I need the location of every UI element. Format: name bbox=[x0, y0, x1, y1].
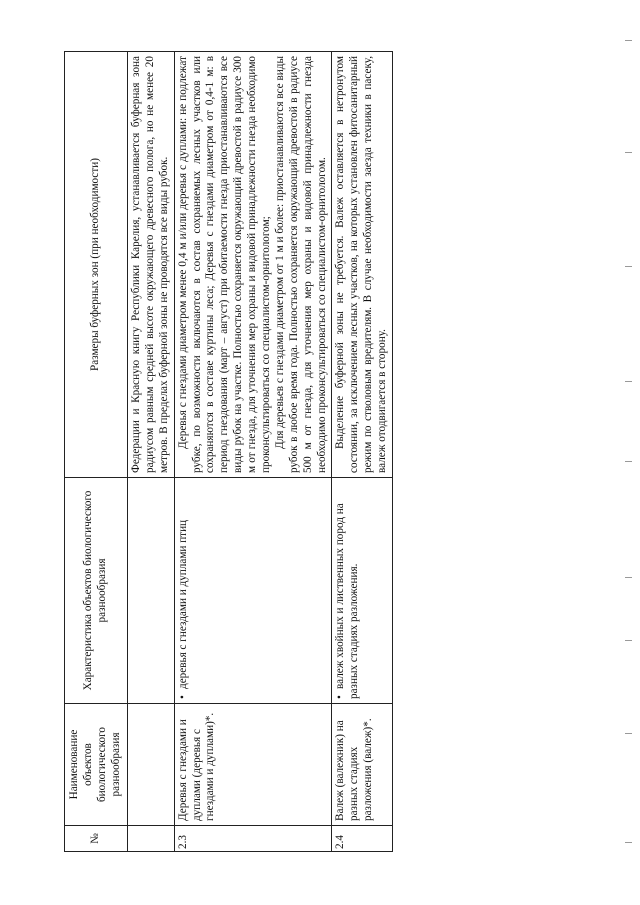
object-characteristic: •деревья с гнездами и дуплами птиц bbox=[174, 478, 332, 704]
buffer-zone-text: Деревья с гнездами диаметром менее 0,4 м и/или деревья с дуплами: не подлежат рубке, по возможности включаются в состав сохраняемых лесных участков или сохраняются в составе куртины леса; Деревья с гнездами диаметром от 0,4-1 м: в период гнездования (март – август) при обитаемости гнезда приостанавливаются все виды рубок на участке. Полностью сохраняется окружающий древостой в радиусе 300 м от гнезда, для уточнения мер охраны и видовой принадлежности гнезда необходимо проконсультироваться со специалистом-орнитологом; Для деревьев с гнездами диаметром от 1 м и более: приостанавливаются все виды рубок в любое время года. Полностью сохраняется окружающий древостой в радиусе 500 м от гнезда, для уточнения мер охраны и видовой принадлежности гнезда необходимо проконсультироваться со специалистом-орнитологом. bbox=[174, 52, 332, 478]
row-number: 2.4 bbox=[332, 826, 393, 852]
scan-edge-marks bbox=[620, 0, 632, 905]
rotated-page bbox=[64, 52, 546, 852]
object-name: Деревья с гнездами и дуплами (деревья с гнездами и дуплами)*. bbox=[174, 704, 332, 826]
header-num: № bbox=[65, 826, 128, 852]
header-characteristic: Характеристика объектов биологического разнообразия bbox=[65, 478, 128, 704]
bullet-icon: • bbox=[334, 695, 347, 699]
table-header-row bbox=[65, 52, 128, 852]
header-buffer-zones: Размеры буферных зон (при необходимости) bbox=[65, 52, 128, 478]
buffer-zones-table bbox=[64, 51, 393, 852]
object-characteristic: •валеж хвойных и лиственных пород на разных стадиях разложения. bbox=[332, 478, 393, 704]
table-row bbox=[174, 52, 332, 852]
carry-over-text: Федерации и Красную книгу Республики Карелия, устанавливается буферная зона радиусом равным средней высоте окружающего древесного полога, но не менее 20 метров. В пределах буферной зоны не проводятся все виды рубок. bbox=[128, 52, 175, 478]
row-number: 2.3 bbox=[174, 826, 332, 852]
header-name: Наименование объектов биологического разнообразия bbox=[65, 704, 128, 826]
table-row bbox=[332, 52, 393, 852]
table-row-continuation bbox=[128, 52, 175, 852]
bullet-icon: • bbox=[176, 695, 189, 699]
buffer-zone-text: Выделение буферной зоны не требуется. Валеж оставляется в нетронутом состоянии, за исключением лесных участков, на которых установлен фитосанитарный режим по стволовым вредителям. В случае необходимости заезда техники в пасеку, валеж отодвигается в сторону. bbox=[332, 52, 393, 478]
object-name: Валеж (валежник) на разных стадиях разложения (валеж)*. bbox=[332, 704, 393, 826]
